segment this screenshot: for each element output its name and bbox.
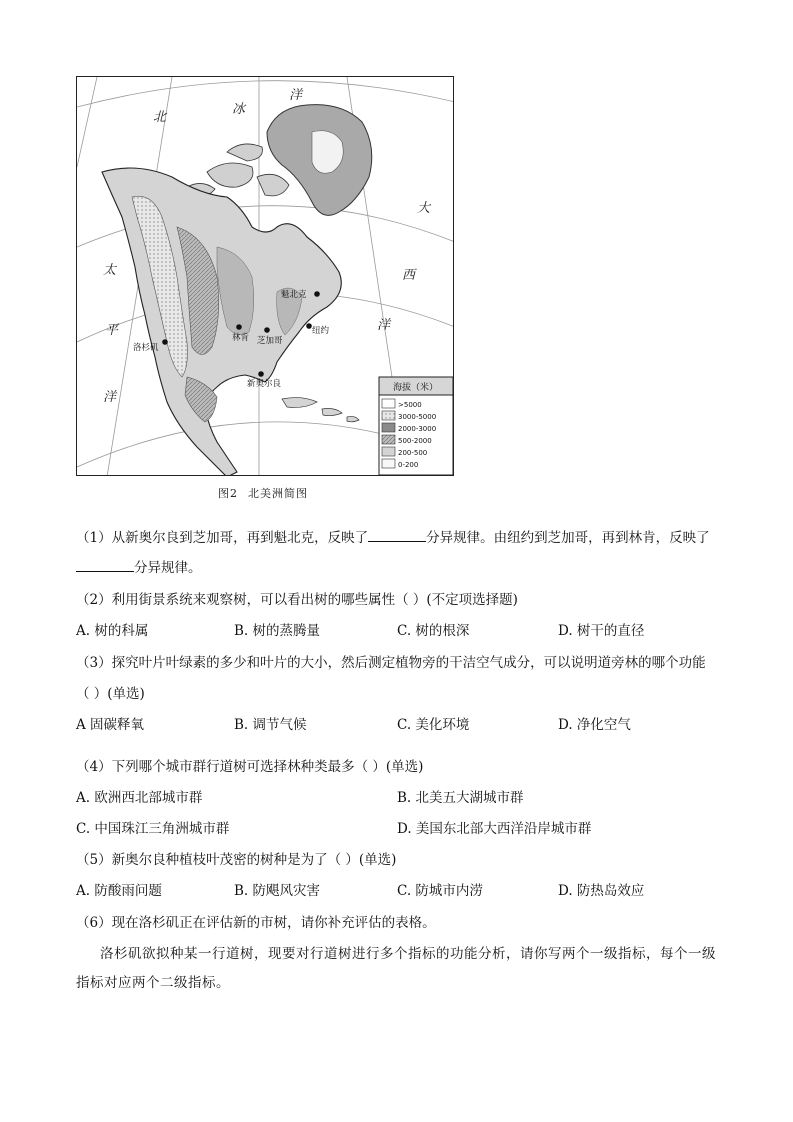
q1-text-1: （1）从新奥尔良到芝加哥，再到魁北克，反映了 [76, 530, 369, 546]
question-3-stem-2: （ ）(单选) [76, 686, 145, 702]
question-6-paragraph-1: 洛杉矶欲拟种某一行道树，现要对行道树进行多个指标的功能分析，请你写两个一级指标，每个一级 [100, 946, 716, 962]
city-label-lincoln: 林肯 [232, 333, 250, 343]
city-label-chicago: 芝加哥 [257, 336, 283, 346]
question-6-paragraph-2: 指标对应两个二级指标。 [76, 975, 230, 991]
q3-option-a[interactable]: A 固碳释氧 [76, 717, 145, 733]
q2-option-d[interactable]: D. 树干的直径 [558, 623, 645, 639]
new-york-marker [306, 323, 312, 329]
q1-text-3: 分异规律。 [134, 560, 202, 576]
q2-option-c[interactable]: C. 树的根深 [397, 623, 470, 639]
map-graphic [77, 77, 454, 476]
city-label-quebec: 魁北克 [281, 290, 307, 300]
caption-title: 北美洲简图 [248, 487, 308, 500]
legend-item: >5000 [398, 401, 422, 409]
q1-blank-2[interactable] [76, 559, 134, 572]
legend-item: 3000-5000 [398, 413, 437, 421]
lincoln-marker [236, 324, 242, 330]
q1-blank-1[interactable] [368, 529, 426, 542]
q4-option-d[interactable]: D. 美国东北部大西洋沿岸城市群 [397, 821, 592, 837]
city-label-los-angeles: 洛杉矶 [133, 343, 159, 353]
q4-option-a[interactable]: A. 欧洲西北部城市群 [76, 790, 203, 806]
q5-option-d[interactable]: D. 防热岛效应 [558, 883, 645, 899]
legend-item: 0-200 [398, 461, 419, 469]
q4-option-c[interactable]: C. 中国珠江三角洲城市群 [76, 821, 230, 837]
q3-option-b[interactable]: B. 调节气候 [234, 717, 307, 733]
q3-option-c[interactable]: C. 美化环境 [397, 717, 470, 733]
question-1 [76, 526, 710, 546]
legend-item: 200-500 [398, 449, 428, 457]
north-america-map [76, 76, 454, 476]
ocean-label: 大 [417, 200, 431, 215]
q5-option-c[interactable]: C. 防城市内涝 [397, 883, 483, 899]
ocean-label: 西 [402, 267, 416, 282]
los-angeles-marker [162, 339, 168, 345]
ocean-label: 洋 [103, 389, 117, 404]
q4-option-b[interactable]: B. 北美五大湖城市群 [397, 790, 524, 806]
q1-text-2: 分异规律。由纽约到芝加哥，再到林肯，反映了 [426, 530, 710, 546]
q3-option-d[interactable]: D. 净化空气 [558, 717, 631, 733]
legend-item: 500-2000 [398, 437, 432, 445]
legend-title: 海拔（米） [393, 383, 439, 393]
city-label-new-york: 纽约 [312, 326, 330, 336]
ocean-label: 平 [105, 322, 119, 337]
ocean-label: 太 [103, 262, 117, 277]
question-5-stem: （5）新奥尔良种植枝叶茂密的树种是为了（ ）(单选) [76, 852, 397, 868]
q5-option-a[interactable]: A. 防酸雨问题 [76, 883, 162, 899]
question-4-stem: （4）下列哪个城市群行道树可选择林种类最多（ ）(单选) [76, 759, 424, 775]
chicago-marker [264, 327, 270, 333]
ocean-label: 洋 [377, 317, 391, 332]
q2-option-a[interactable]: A. 树的科属 [76, 623, 149, 639]
legend-item: 2000-3000 [398, 425, 437, 433]
question-6-stem: （6）现在洛杉矶正在评估新的市树，请你补充评估的表格。 [76, 915, 436, 931]
quebec-marker [314, 291, 320, 297]
question-3-stem: （3）探究叶片叶绿素的多少和叶片的大小，然后测定植物旁的干洁空气成分，可以说明道旁林的哪个功能 [76, 655, 706, 671]
new-orleans-marker [258, 371, 264, 377]
ocean-label: 冰 [232, 101, 246, 116]
city-label-new-orleans: 新奥尔良 [247, 379, 282, 389]
map-caption [218, 485, 318, 501]
question-1-cont [76, 556, 202, 576]
ocean-label: 洋 [289, 87, 303, 102]
ocean-label: 北 [153, 109, 167, 124]
question-2-stem: （2）利用街景系统来观察树，可以看出树的哪些属性（ ）(不定项选择题) [76, 592, 518, 608]
elevation-legend [379, 377, 453, 475]
q5-option-b[interactable]: B. 防飓风灾害 [234, 883, 321, 899]
caption-figure-number: 图2 [218, 487, 238, 500]
q2-option-b[interactable]: B. 树的蒸腾量 [234, 623, 321, 639]
